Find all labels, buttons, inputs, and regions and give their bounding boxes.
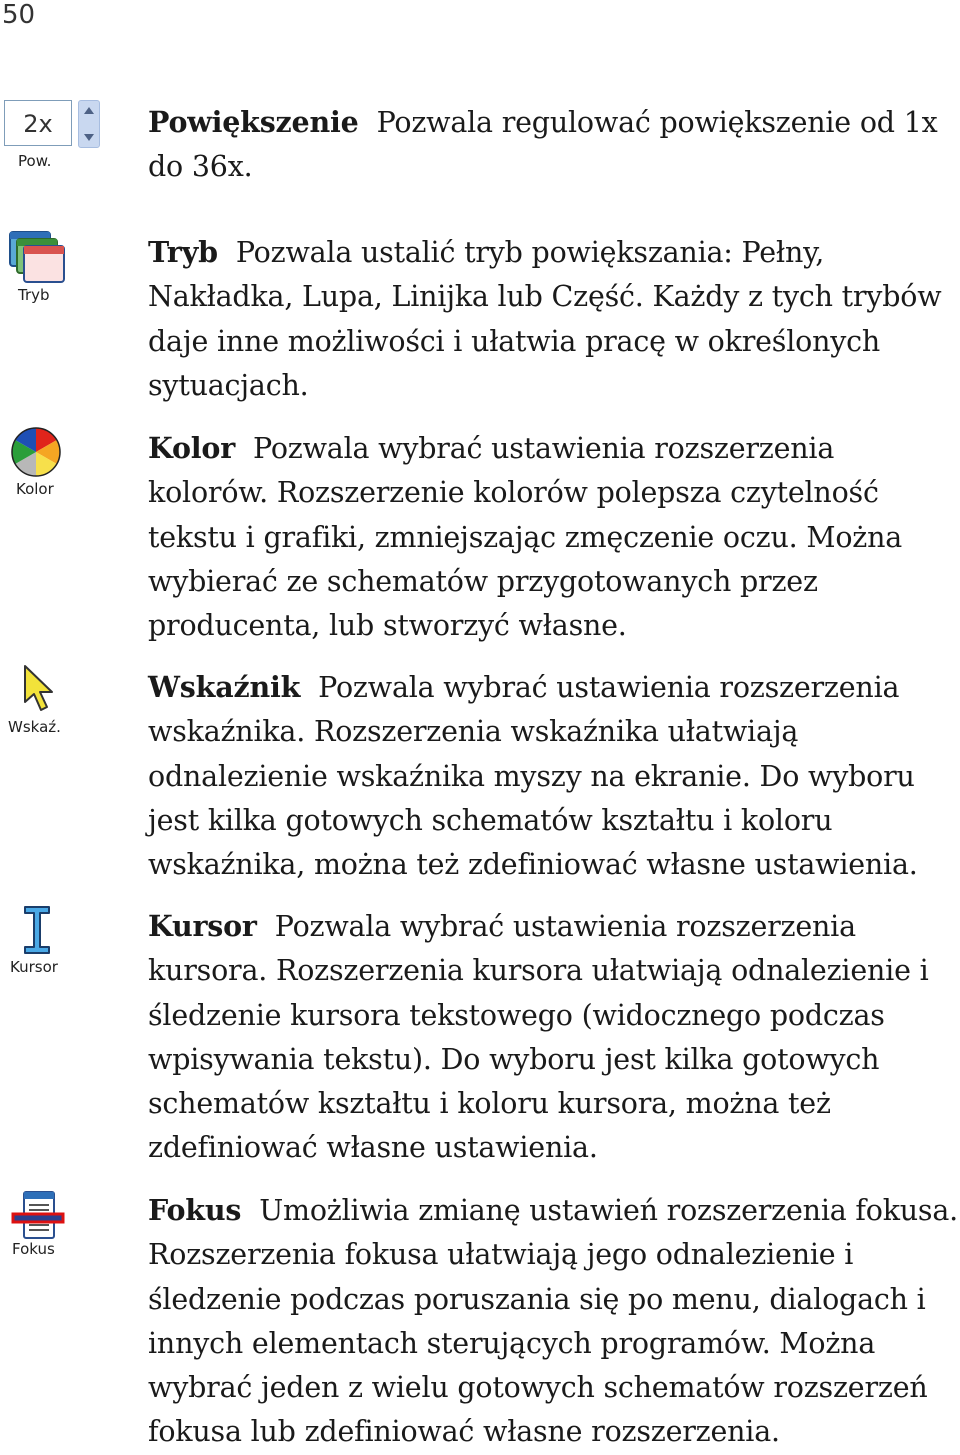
entry-description: Pozwala ustalić tryb powiększania: Pełny, Nakładka, Lupa, Linijka lub Część. Każdy z tych trybów daje inne możliwości i ułatwia pracę w określonych sytuacjach. — [148, 236, 942, 402]
entry-term: Fokus — [148, 1193, 242, 1227]
wskaznik-caption: Wskaź. — [8, 718, 61, 736]
windows-stack-graphic — [8, 230, 68, 286]
pointer-arrow-graphic — [22, 664, 62, 714]
entry-term: Tryb — [148, 235, 218, 269]
spin-down-icon[interactable] — [84, 134, 94, 141]
pointer-arrow-icon[interactable] — [8, 664, 72, 744]
entry-term: Kursor — [148, 909, 257, 943]
entry-fokus — [148, 1188, 960, 1455]
magnification-value[interactable]: 2x — [4, 100, 72, 146]
kursor-caption: Kursor — [10, 958, 58, 976]
color-wheel-icon[interactable] — [10, 426, 70, 506]
entry-kursor — [148, 904, 960, 1171]
spin-up-icon[interactable] — [84, 107, 94, 114]
entry-term: Wskaźnik — [148, 670, 301, 704]
entry-description: Pozwala wybrać ustawienia rozszerzenia kursora. Rozszerzenia kursora ułatwiają odnalezienie i śledzenie kursora tekstowego (widocznego podczas wpisywania tekstu). Do wyboru jest kilka gotowych schematów kształtu i koloru kursora, można też zdefiniować własne ustawienia. — [148, 910, 929, 1165]
entry-powiekszenie — [148, 100, 960, 190]
entry-wskaznik — [148, 665, 960, 887]
windows-stack-icon[interactable] — [8, 230, 68, 310]
tryb-caption: Tryb — [18, 286, 50, 304]
entry-description: Pozwala wybrać ustawienia rozszerzenia kolorów. Rozszerzenie kolorów polepsza czytelność tekstu i grafiki, zmniejszając zmęczenie oczu. Można wybierać ze schematów przygotowanych przez producenta, lub stworzyć własne. — [148, 432, 903, 643]
text-cursor-icon[interactable] — [8, 904, 72, 984]
focus-highlight-icon[interactable] — [8, 1190, 72, 1270]
kolor-caption: Kolor — [16, 480, 54, 498]
entry-description: Pozwala regulować powiększenie od 1x do 36x. — [148, 106, 938, 184]
entry-term: Kolor — [148, 431, 236, 465]
entry-description: Umożliwia zmianę ustawień rozszerzenia fokusa. Rozszerzenia fokusa ułatwiają jego odnalezienie i śledzenie podczas poruszania się po menu, dialogach i innych elementach sterujących programów. Można wybrać jeden z wielu gotowych schematów rozszerzeń fokusa lub zdefiniować własne rozszerzenia. — [148, 1194, 958, 1449]
entry-kolor — [148, 426, 960, 648]
focus-highlight-graphic — [10, 1190, 66, 1240]
magnification-caption: Pow. — [18, 152, 52, 170]
entry-tryb — [148, 230, 960, 408]
fokus-caption: Fokus — [12, 1240, 55, 1258]
entry-description: Pozwala wybrać ustawienia rozszerzenia wskaźnika. Rozszerzenia wskaźnika ułatwiają odnalezienie wskaźnika myszy na ekranie. Do wyboru jest kilka gotowych schematów kształtu i koloru wskaźnika, można też zdefiniować własne ustawienia. — [148, 671, 918, 882]
entry-term: Powiększenie — [148, 105, 359, 139]
page-number: 50 — [2, 0, 36, 30]
magnification-spin-buttons[interactable] — [78, 100, 100, 148]
color-wheel-graphic — [10, 426, 62, 478]
text-cursor-graphic — [22, 904, 52, 956]
